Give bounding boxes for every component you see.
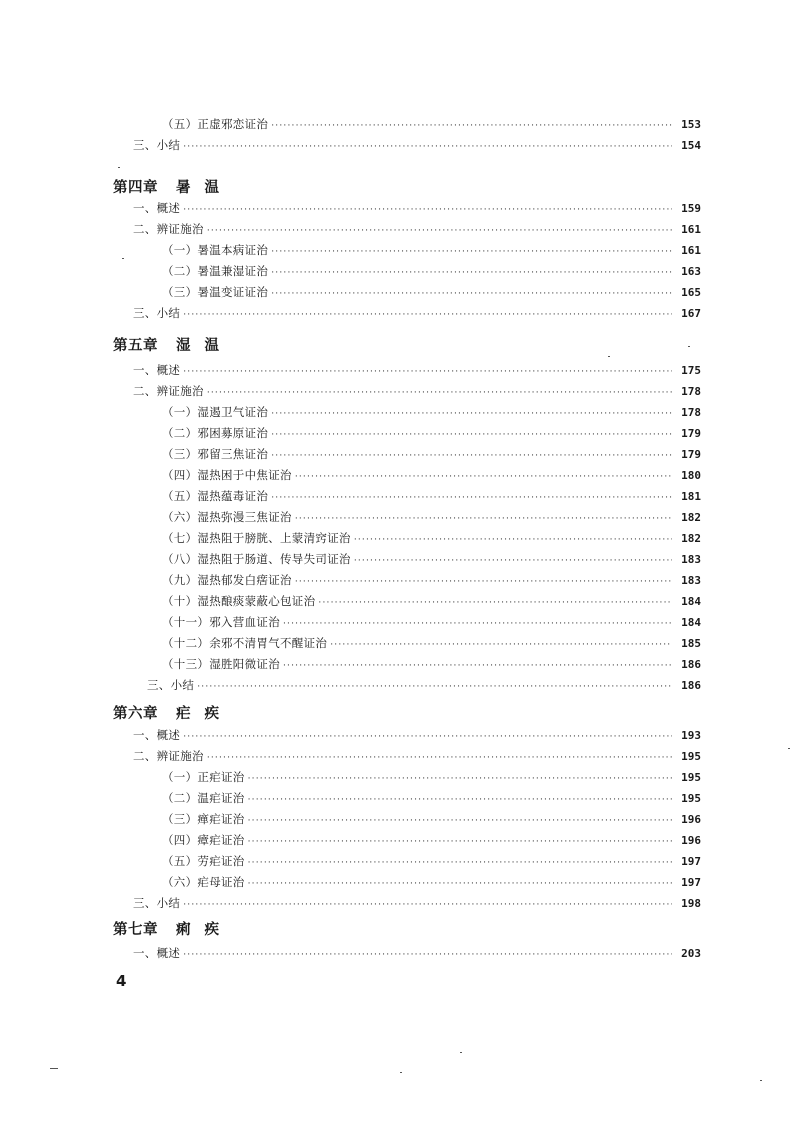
chapter-title: 痢疾: [176, 921, 233, 938]
toc-entry-page: 153: [681, 118, 701, 131]
toc-entry-page: 159: [681, 202, 701, 215]
toc-entry-label: （三）瘅疟证治: [162, 812, 245, 826]
chapter-title: 暑温: [176, 179, 233, 196]
toc-entry-label: （五）正虚邪恋证治: [162, 117, 269, 131]
toc-entry-page: 195: [681, 750, 701, 763]
toc-entry[interactable]: [133, 895, 701, 915]
dot-leader: [283, 620, 672, 629]
toc-entry[interactable]: [162, 593, 701, 613]
toc-entry-label: 一、概述: [133, 201, 181, 215]
toc-entry-page: 161: [681, 244, 701, 257]
toc-entry-page: 196: [681, 834, 701, 847]
toc-entry-label: （十二）余邪不清胃气不醒证治: [162, 636, 328, 650]
chapter-number: 第五章: [113, 337, 158, 354]
chapter-heading[interactable]: [113, 918, 233, 939]
toc-entry[interactable]: [133, 362, 701, 382]
toc-entry-page: 196: [681, 813, 701, 826]
toc-entry-label: （十）湿热酿痰蒙蔽心包证治: [162, 594, 316, 608]
chapter-heading[interactable]: [113, 334, 233, 355]
dot-leader: [318, 599, 672, 608]
toc-entry-page: 175: [681, 364, 701, 377]
toc-entry-page: 182: [681, 511, 701, 524]
scan-speck: [50, 1068, 58, 1069]
dot-leader: [248, 838, 672, 847]
toc-entry-label: 二、辨证施治: [133, 222, 204, 236]
dot-leader: [354, 536, 672, 545]
scan-speck: [788, 748, 790, 749]
toc-entry-page: 183: [681, 574, 701, 587]
toc-entry-page: 185: [681, 637, 701, 650]
toc-entry-page: 167: [681, 307, 701, 320]
toc-entry[interactable]: [162, 790, 701, 810]
toc-entry[interactable]: [162, 488, 701, 508]
scan-speck: [460, 1052, 462, 1053]
toc-entry-page: 165: [681, 286, 701, 299]
toc-entry-label: 一、概述: [133, 363, 181, 377]
toc-entry-page: 197: [681, 855, 701, 868]
toc-entry-page: 178: [681, 406, 701, 419]
toc-entry-label: （八）湿热阻于肠道、传导失司证治: [162, 552, 351, 566]
toc-entry[interactable]: [133, 305, 701, 325]
toc-entry[interactable]: [162, 446, 701, 466]
toc-entry[interactable]: [133, 945, 701, 965]
toc-entry-page: 186: [681, 679, 701, 692]
toc-entry-page: 184: [681, 595, 701, 608]
toc-entry-page: 178: [681, 385, 701, 398]
toc-entry-label: （六）疟母证治: [162, 875, 245, 889]
dot-leader: [207, 754, 672, 763]
toc-entry[interactable]: [162, 242, 701, 262]
toc-entry-page: 179: [681, 427, 701, 440]
scan-speck: [688, 346, 690, 347]
dot-leader: [248, 817, 672, 826]
dot-leader: [248, 859, 672, 868]
toc-entry-page: 163: [681, 265, 701, 278]
toc-entry[interactable]: [162, 551, 701, 571]
scan-speck: [122, 258, 124, 259]
dot-leader: [271, 122, 672, 131]
toc-entry[interactable]: [162, 404, 701, 424]
toc-entry[interactable]: [162, 811, 701, 831]
toc-entry[interactable]: [162, 614, 701, 634]
toc-entry-label: （三）暑温变证证治: [162, 285, 269, 299]
toc-entry-page: 181: [681, 490, 701, 503]
toc-entry[interactable]: [133, 727, 701, 747]
dot-leader: [271, 248, 672, 257]
scan-speck: [118, 167, 120, 168]
toc-entry-label: 二、辨证施治: [133, 749, 204, 763]
dot-leader: [295, 473, 672, 482]
toc-entry[interactable]: [162, 832, 701, 852]
toc-entry[interactable]: [133, 200, 701, 220]
toc-entry-page: 154: [681, 139, 701, 152]
dot-leader: [183, 206, 672, 215]
toc-entry-label: （三）邪留三焦证治: [162, 447, 269, 461]
toc-entry-label: 二、辨证施治: [133, 384, 204, 398]
toc-entry[interactable]: [162, 853, 701, 873]
chapter-title: 疟疾: [176, 705, 233, 722]
toc-entry-label: （五）劳疟证治: [162, 854, 245, 868]
toc-entry[interactable]: [133, 748, 701, 768]
toc-entry-page: 193: [681, 729, 701, 742]
toc-entry-label: （七）湿热阻于膀胱、上蒙清窍证治: [162, 531, 351, 545]
dot-leader: [248, 775, 672, 784]
chapter-heading[interactable]: [113, 176, 233, 197]
toc-entry-label: （十三）湿胜阳微证治: [162, 657, 280, 671]
toc-entry-page: 198: [681, 897, 701, 910]
toc-entry-label: 三、小结: [133, 896, 181, 910]
dot-leader: [283, 662, 672, 671]
dot-leader: [271, 269, 672, 278]
toc-entry-label: （一）暑温本病证治: [162, 243, 269, 257]
dot-leader: [207, 389, 672, 398]
toc-entry-page: 182: [681, 532, 701, 545]
toc-entry[interactable]: [147, 677, 701, 697]
toc-entry[interactable]: [162, 530, 701, 550]
chapter-number: 第六章: [113, 705, 158, 722]
dot-leader: [295, 515, 672, 524]
dot-leader: [271, 494, 672, 503]
toc-entry-label: 三、小结: [133, 306, 181, 320]
toc-entry[interactable]: [162, 769, 701, 789]
toc-entry-page: 186: [681, 658, 701, 671]
toc-entry-label: （二）暑温兼湿证治: [162, 264, 269, 278]
toc-entry[interactable]: [162, 874, 701, 894]
dot-leader: [183, 368, 672, 377]
toc-entry[interactable]: [133, 137, 701, 157]
toc-entry[interactable]: [162, 116, 701, 136]
toc-entry[interactable]: [162, 509, 701, 529]
dot-leader: [271, 452, 672, 461]
dot-leader: [295, 578, 672, 587]
toc-entry[interactable]: [162, 263, 701, 283]
toc-entry[interactable]: [162, 656, 701, 676]
toc-entry-label: 三、小结: [147, 678, 195, 692]
dot-leader: [248, 880, 672, 889]
chapter-number: 第七章: [113, 921, 158, 938]
toc-entry-page: 203: [681, 947, 701, 960]
chapter-number: 第四章: [113, 179, 158, 196]
toc-entry-label: （六）湿热弥漫三焦证治: [162, 510, 292, 524]
toc-entry-page: 161: [681, 223, 701, 236]
dot-leader: [207, 227, 672, 236]
toc-entry[interactable]: [162, 467, 701, 487]
dot-leader: [183, 901, 672, 910]
toc-entry-label: （十一）邪入营血证治: [162, 615, 280, 629]
toc-entry[interactable]: [162, 425, 701, 445]
scan-speck: [608, 356, 610, 357]
toc-entry-label: 一、概述: [133, 946, 181, 960]
dot-leader: [354, 557, 672, 566]
toc-entry-label: （一）正疟证治: [162, 770, 245, 784]
dot-leader: [183, 733, 672, 742]
toc-entry-page: 195: [681, 792, 701, 805]
scan-speck: [400, 1072, 402, 1073]
dot-leader: [271, 410, 672, 419]
toc-entry-label: 三、小结: [133, 138, 181, 152]
toc-entry-label: （九）湿热郁发白瘔证治: [162, 573, 292, 587]
dot-leader: [271, 431, 672, 440]
toc-entry-label: （四）瘴疟证治: [162, 833, 245, 847]
toc-entry-page: 183: [681, 553, 701, 566]
toc-entry[interactable]: [133, 383, 701, 403]
toc-entry[interactable]: [162, 284, 701, 304]
chapter-heading[interactable]: [113, 702, 233, 723]
toc-entry-label: （二）邪困募原证治: [162, 426, 269, 440]
dot-leader: [330, 641, 672, 650]
toc-entry-label: （四）湿热困于中焦证治: [162, 468, 292, 482]
toc-entry-page: 184: [681, 616, 701, 629]
toc-entry-page: 180: [681, 469, 701, 482]
toc-entry-label: （二）温疟证治: [162, 791, 245, 805]
toc-entry-label: （一）湿遏卫气证治: [162, 405, 269, 419]
toc-entry-page: 195: [681, 771, 701, 784]
dot-leader: [197, 683, 672, 692]
scan-speck: [760, 1080, 762, 1081]
dot-leader: [183, 143, 672, 152]
page-number: 4: [116, 972, 127, 990]
toc-entry-page: 197: [681, 876, 701, 889]
dot-leader: [183, 311, 672, 320]
toc-entry[interactable]: [162, 635, 701, 655]
dot-leader: [248, 796, 672, 805]
toc-entry-page: 179: [681, 448, 701, 461]
chapter-title: 湿温: [176, 337, 233, 354]
toc-entry[interactable]: [133, 221, 701, 241]
toc-entry-label: （五）湿热蕴毒证治: [162, 489, 269, 503]
toc-entry-label: 一、概述: [133, 728, 181, 742]
toc-entry[interactable]: [162, 572, 701, 592]
dot-leader: [183, 951, 672, 960]
dot-leader: [271, 290, 672, 299]
